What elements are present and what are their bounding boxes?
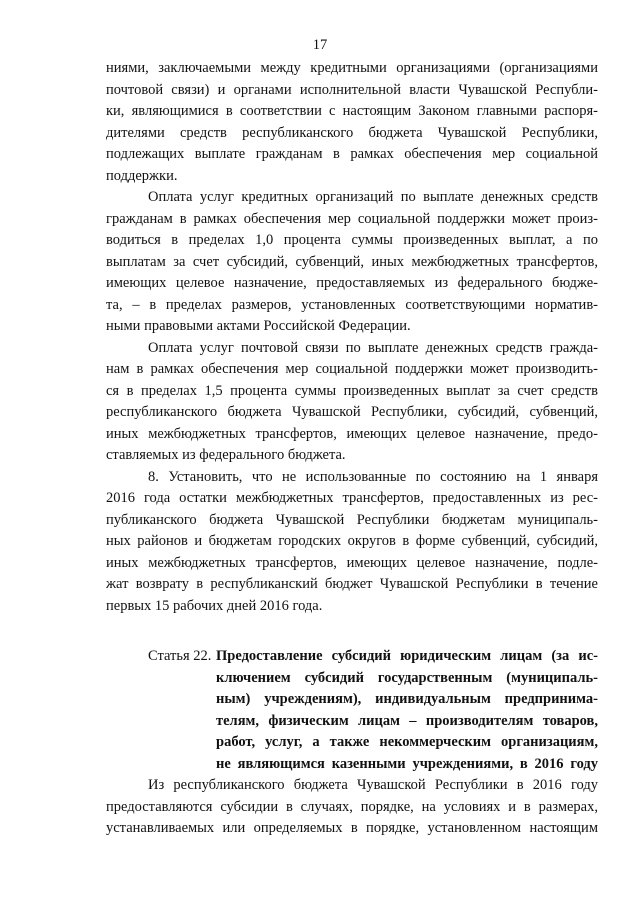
- paragraph: [106, 187, 598, 338]
- text-line: та, – в пределах размеров, установленных соответствующими норматив-: [106, 296, 598, 313]
- article-title-line: ным) учреждениям), индивидуальным предпринима-: [216, 691, 598, 707]
- text-line: устанавливаемых или определяемых в порядке, установленном настоящим: [106, 820, 598, 836]
- text-line: 2016 года остатки межбюджетных трансфертов, предоставленных из рес-: [106, 490, 598, 506]
- paragraph: [106, 338, 598, 467]
- text-line: ных районов и бюджетам городских округов в форме субвенций, субсидий,: [106, 533, 598, 549]
- article-label: Статья 22.: [148, 648, 212, 664]
- text-line: нам в рамках обеспечения мер социальной поддержки может производить-: [106, 361, 598, 377]
- text-line: ся в пределах 1,5 процента суммы произведенных выплат за счет средств: [106, 382, 598, 399]
- text-line: иных межбюджетных трансфертов, имеющих целевое назначение, предо-: [106, 425, 598, 442]
- text-line: имеющих целевое назначение, предоставляемых из федерального бюдже-: [106, 275, 598, 291]
- page-number: 17: [312, 37, 328, 53]
- text-line: дителями средств республиканского бюджета Чувашской Республики,: [106, 124, 598, 141]
- article-title-line: телям, физическим лицам – производителям товаров,: [216, 712, 598, 729]
- text-line: выплатам за счет субсидий, субвенций, иных межбюджетных трансфертов,: [106, 253, 598, 270]
- article-body: [106, 775, 598, 840]
- article-title-line: Предоставление субсидий юридическим лицам (за ис-: [216, 648, 598, 664]
- text-line: ниями, заключаемыми между кредитными организациями (организациями: [106, 60, 598, 76]
- text-line: иных межбюджетных трансфертов, имеющих целевое назначение, подле-: [106, 554, 598, 571]
- text-line: жат возврату в республиканский бюджет Чувашской Республики в течение: [106, 576, 598, 592]
- text-line: публиканского бюджета Чувашской Республики бюджетам муниципаль-: [106, 511, 598, 528]
- text-line: ки, являющимися в соответствии с настоящим Законом главными распоря-: [106, 103, 598, 119]
- text-line: почтовой связи) и органами исполнительной власти Чувашской Республи-: [106, 81, 598, 98]
- text-line: предоставляются субсидии в случаях, порядке, на условиях и в размерах,: [106, 798, 598, 815]
- text-line: Оплата услуг кредитных организаций по выплате денежных средств: [148, 189, 598, 205]
- article-title-line: ключением субсидий государственным (муниципаль-: [216, 669, 598, 686]
- text-line: республиканского бюджета Чувашской Республики, субсидий, субвенций,: [106, 404, 598, 420]
- paragraph: [106, 775, 598, 840]
- article-title-line: не являющимся казенными учреждениями, в 2016 году: [216, 755, 598, 772]
- text-line: поддержки.: [106, 167, 178, 184]
- text-line: ставляемых из федерального бюджета.: [106, 447, 346, 463]
- text-line: 8. Установить, что не использованные по состоянию на 1 января: [148, 468, 598, 485]
- paragraph: [106, 467, 598, 618]
- text-line: первых 15 рабочих дней 2016 года.: [106, 597, 323, 614]
- article-22: [106, 646, 598, 840]
- body-text: [106, 58, 598, 617]
- text-line: гражданам в рамках обеспечения мер социальной поддержки может произ-: [106, 210, 598, 227]
- text-line: Из республиканского бюджета Чувашской Республики в 2016 году: [148, 777, 598, 793]
- text-line: Оплата услуг почтовой связи по выплате денежных средств гражда-: [148, 339, 598, 356]
- article-title-line: работ, услуг, а также некоммерческим организациям,: [216, 734, 598, 750]
- paragraph: [106, 58, 598, 187]
- text-line: водиться в пределах 1,0 процента суммы произведенных выплат, а по: [106, 232, 598, 248]
- text-line: подлежащих выплате гражданам в рамках обеспечения мер социальной: [106, 146, 598, 162]
- text-line: ными правовыми актами Российской Федерации.: [106, 318, 411, 334]
- article-title: [216, 646, 598, 775]
